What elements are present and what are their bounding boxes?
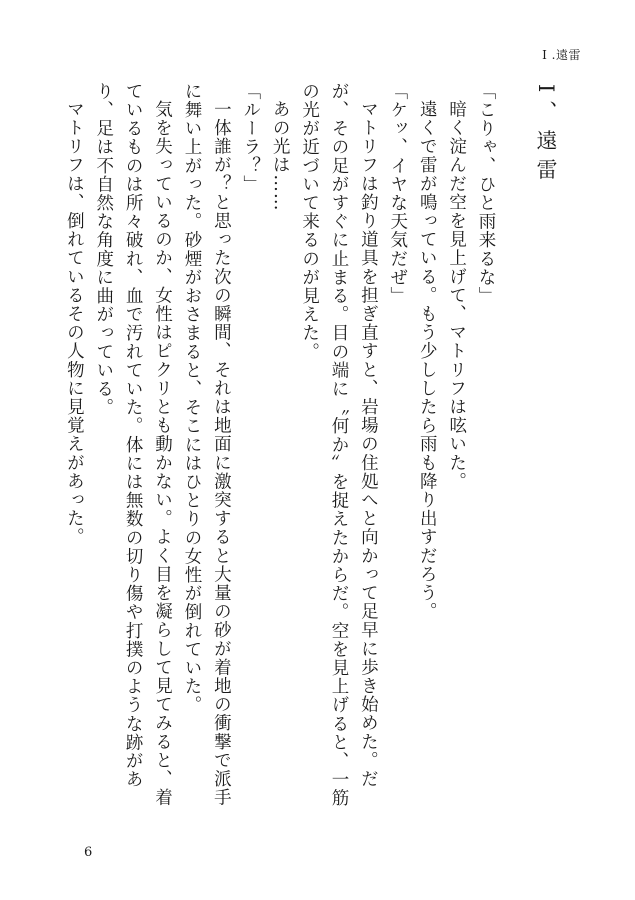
body-text bbox=[64, 82, 500, 822]
paragraph-5: マトリフは釣り道具を担ぎ直すと、岩場の住処へと向かって足早に歩き始めた。だが、その足がすぐに止まる。目の端に〝何か〟を捉えたからだ。空を見上げると、一筋の光が近づいて来るのが見えた。 bbox=[299, 82, 379, 808]
page-number: 6 bbox=[84, 845, 93, 860]
paragraph-4: 「ケッ、イヤな天気だぜ」 bbox=[387, 82, 408, 306]
paragraph-1: 「こりゃ、ひと雨来るな」 bbox=[476, 82, 496, 306]
chapter-title: I、遠雷 bbox=[534, 84, 558, 188]
paragraph-3: 遠くで雷が鳴っている。もう少ししたら雨も降り出すだろう。 bbox=[417, 99, 438, 621]
running-header: I .遠雷 bbox=[542, 48, 581, 62]
paragraph-10: マトリフは、倒れているその人物に見覚えがあった。 bbox=[64, 99, 85, 546]
paragraph-7: 「ルーラ？」 bbox=[240, 82, 261, 194]
paragraph-2: 暗く淀んだ空を見上げて、マトリフは呟いた。 bbox=[446, 99, 467, 491]
paragraph-6: あの光は…… bbox=[270, 99, 291, 212]
paragraph-8: 一体誰が？と思った次の瞬間、それは地面に激突すると大量の砂が着地の衝撃で派手に舞い上がった。砂煙がおさまると、そこにはひとりの女性が倒れていた。 bbox=[181, 82, 232, 807]
paragraph-9: 気を失っているのか、女性はピクリとも動かない。よく目を凝らして見てみると、着ているものは所々破れ、血で汚れていた。体には無数の切り傷や打撲のような跡があり、足は不自然な角度に曲がっている。 bbox=[93, 82, 173, 807]
